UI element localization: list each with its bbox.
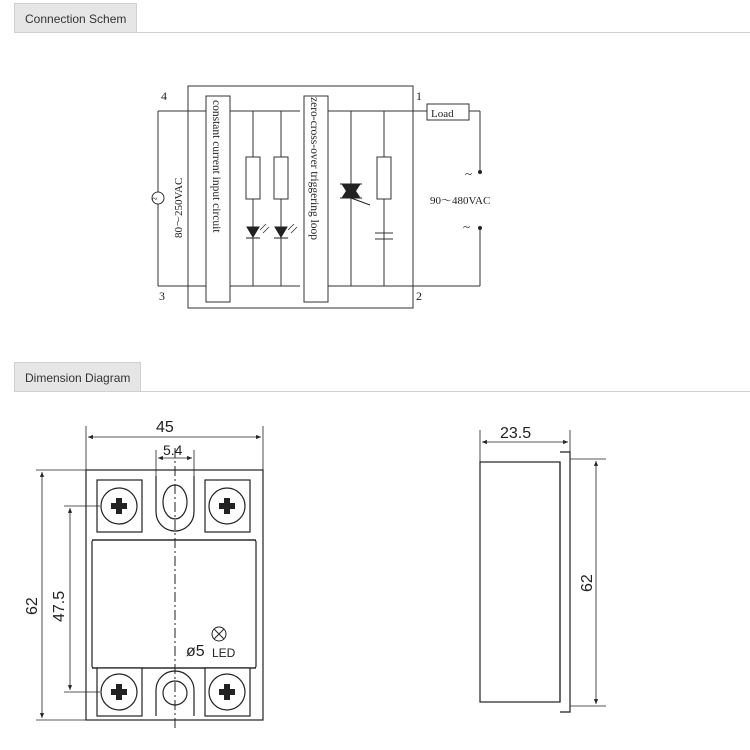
height-dimension-label: 62: [24, 597, 41, 615]
ac-source-symbol: ~: [152, 194, 158, 205]
terminal-2-label: 2: [416, 289, 422, 303]
output-voltage-label: 90～480VAC: [430, 195, 491, 207]
dimension-section-title: Dimension Diagram: [14, 362, 141, 392]
width-dimension-label: 45: [156, 419, 174, 436]
terminal-offset-label: 5.4: [163, 442, 183, 458]
snubber-resistor: [377, 157, 391, 199]
led-label: LED: [212, 646, 236, 660]
resistor-1: [246, 157, 260, 199]
section-divider: [14, 391, 750, 392]
hole-diameter-label: ø5: [186, 643, 205, 660]
side-height-label: 62: [579, 574, 596, 592]
led-2-icon: [275, 227, 287, 237]
ac-symbol-top: ~: [465, 166, 473, 181]
side-view: [480, 452, 570, 712]
terminal-1-label: 1: [416, 89, 422, 103]
hole-spacing-label: 47.5: [51, 590, 68, 622]
connection-schematic: [0, 0, 750, 340]
led-1-icon: [247, 227, 259, 237]
trigger-loop-label: zero-cross-over triggering loop: [308, 97, 320, 241]
ac-symbol-bottom: ~: [463, 219, 471, 234]
input-voltage-label: 80～250VAC: [173, 177, 185, 238]
dimension-drawing: [0, 400, 750, 750]
dimension-section-header: [14, 362, 750, 392]
connection-section-title: Connection Schem: [14, 3, 137, 33]
resistor-2: [274, 157, 288, 199]
triac-icon: [340, 184, 370, 205]
terminal-3-label: 3: [159, 289, 165, 303]
side-depth-label: 23.5: [500, 425, 532, 442]
input-circuit-label: constant current input circuit: [210, 100, 222, 233]
load-label: Load: [431, 108, 454, 120]
terminal-4-label: 4: [161, 89, 167, 103]
